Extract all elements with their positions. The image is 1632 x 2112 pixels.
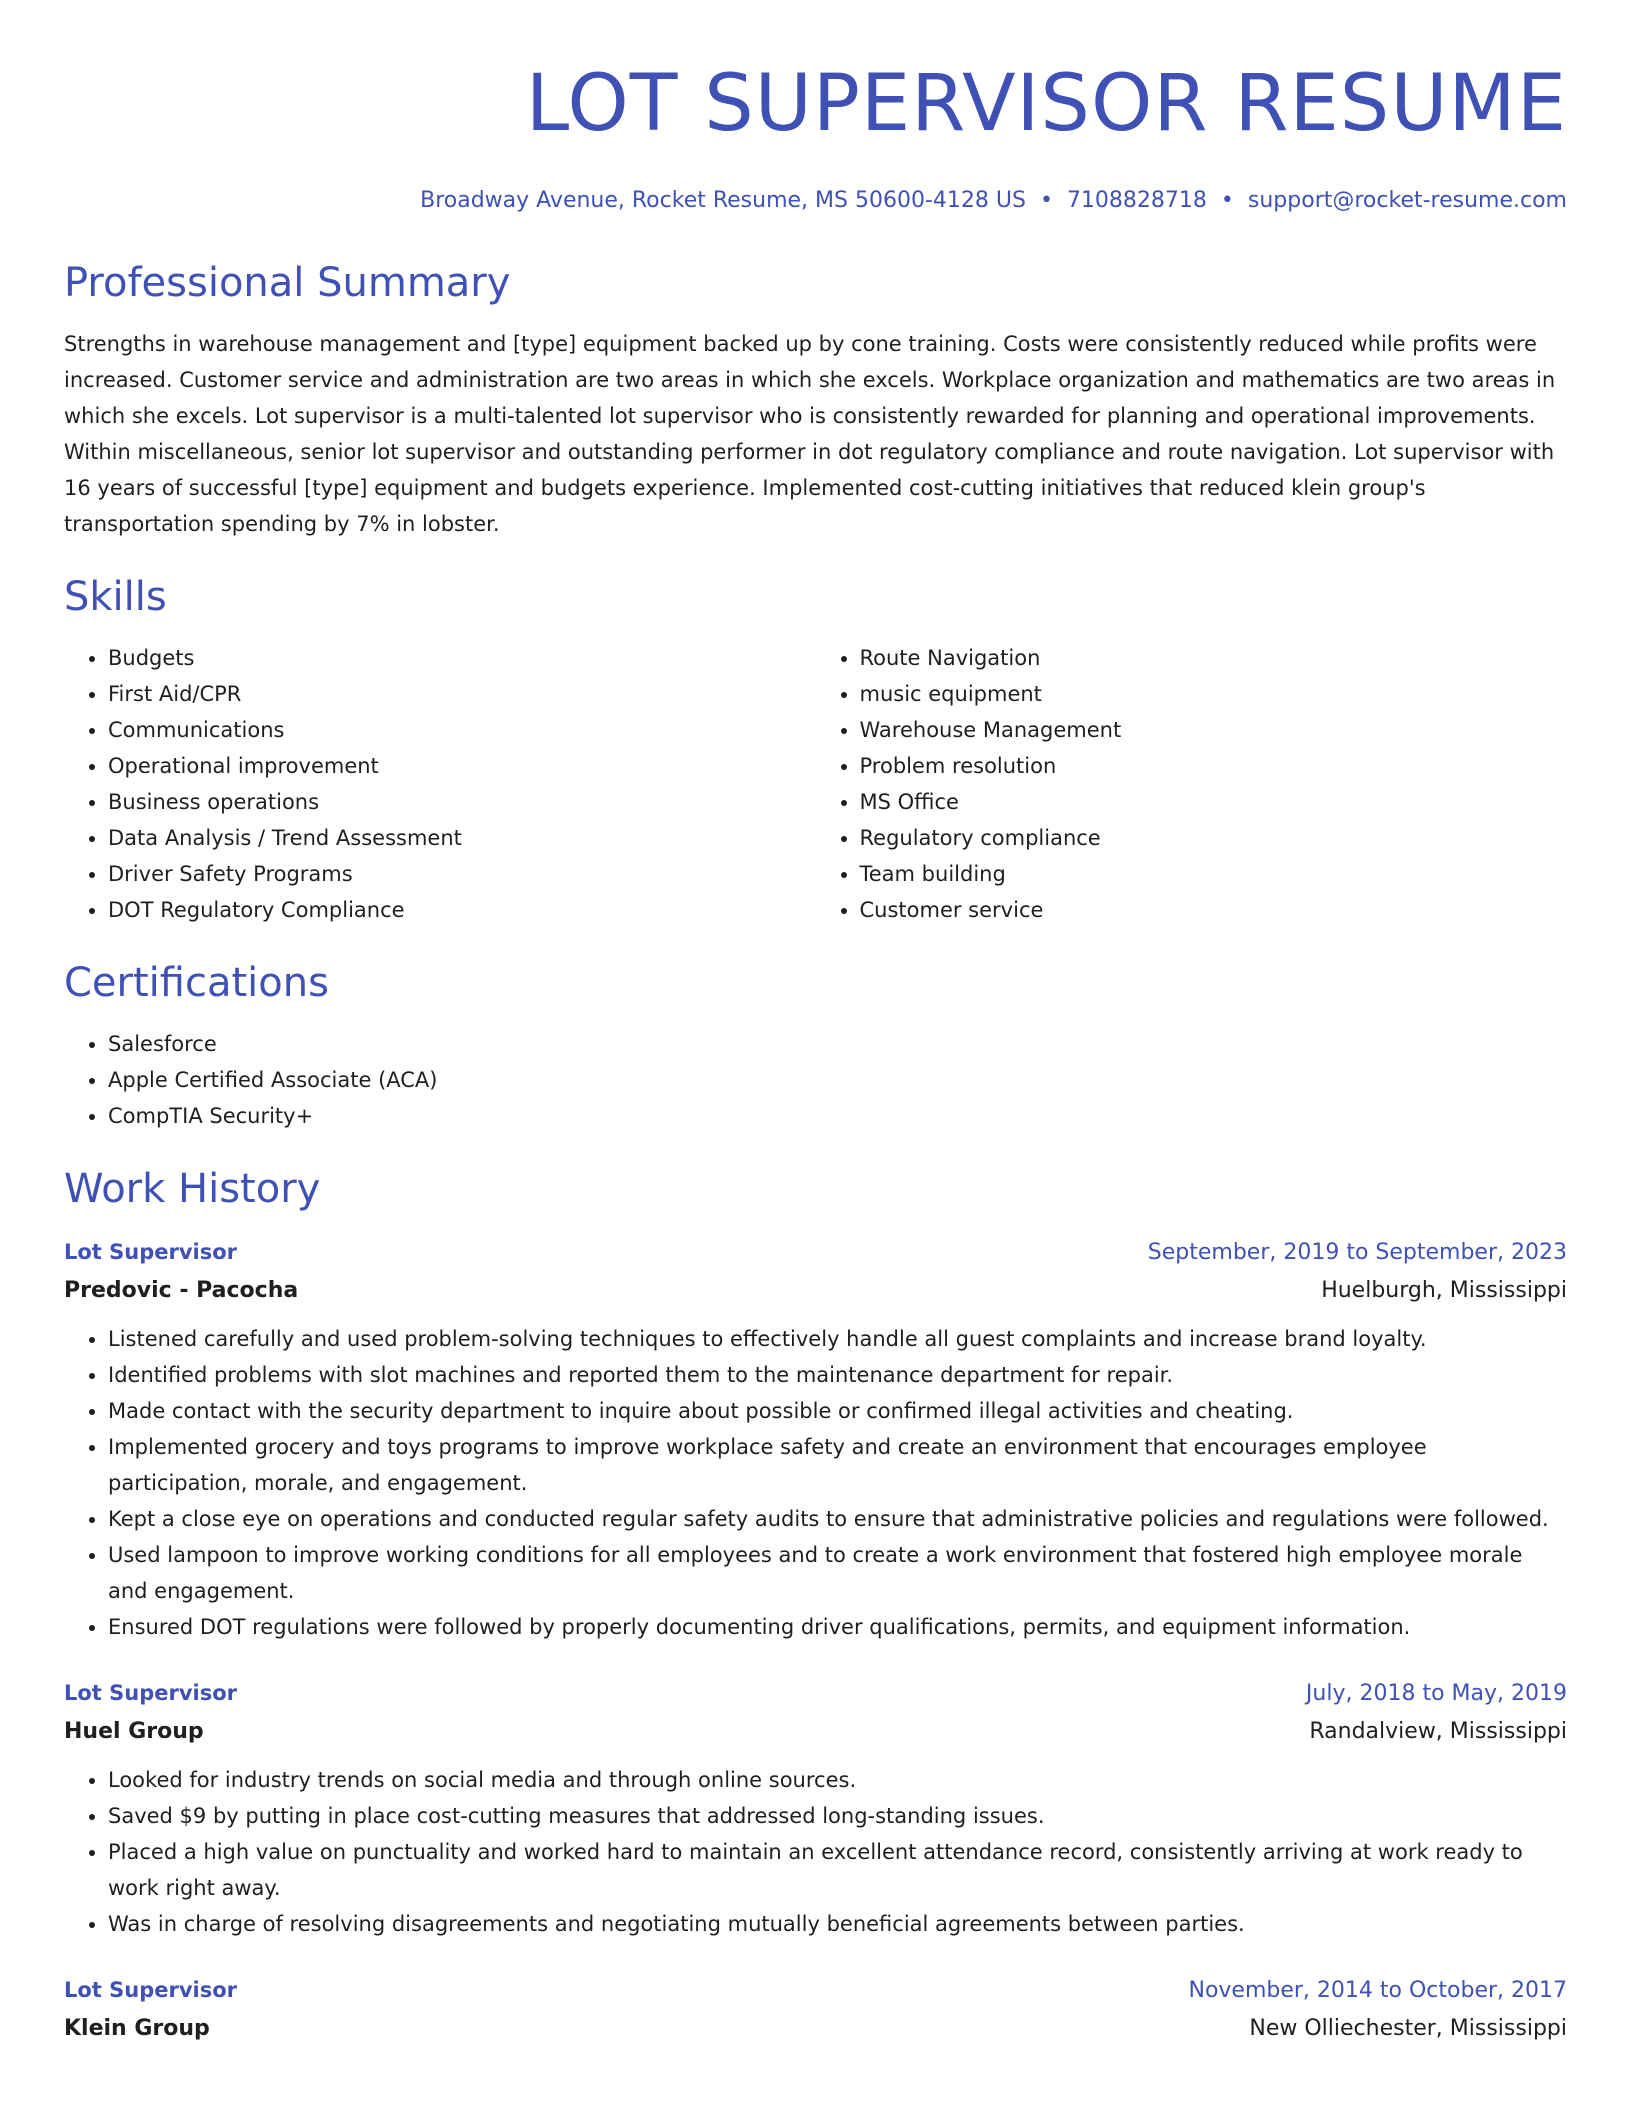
certification-item: • Apple Certified Associate (ACA) bbox=[108, 1062, 1567, 1098]
job-role: Lot Supervisor bbox=[64, 1240, 238, 1264]
certifications-list bbox=[64, 1026, 1567, 1134]
job-location: New Olliechester, Mississippi bbox=[1249, 2016, 1567, 2041]
job-bullets bbox=[64, 1321, 1567, 1645]
job-company: Huel Group bbox=[64, 1719, 204, 1744]
resume-page bbox=[64, 0, 1567, 2049]
skill-item: • Route Navigation bbox=[860, 640, 1568, 676]
job-header-row bbox=[64, 1234, 1567, 1271]
skills-list-left bbox=[64, 640, 816, 928]
job-company: Klein Group bbox=[64, 2016, 210, 2041]
skill-item: • MS Office bbox=[860, 784, 1568, 820]
job-bullet: • Used lampoon to improve working conditions for all employees and to create a work environment that fostered high employee morale and engagement. bbox=[108, 1537, 1567, 1609]
job-bullet: • Ensured DOT regulations were followed by properly documenting driver qualifications, permits, and equipment information. bbox=[108, 1609, 1567, 1645]
skill-item: • Regulatory compliance bbox=[860, 820, 1568, 856]
skill-item: • Warehouse Management bbox=[860, 712, 1568, 748]
job-location: Huelburgh, Mississippi bbox=[1321, 1278, 1567, 1303]
skill-item: • First Aid/CPR bbox=[108, 676, 816, 712]
job-bullet: • Identified problems with slot machines and reported them to the maintenance department for repair. bbox=[108, 1357, 1567, 1393]
job-role: Lot Supervisor bbox=[64, 1978, 238, 2002]
job-dates: July, 2018 to May, 2019 bbox=[1305, 1681, 1567, 1706]
skills-heading: Skills bbox=[64, 574, 167, 620]
job-company-row bbox=[64, 2009, 1567, 2049]
contact-phone: 7108828718 bbox=[1066, 188, 1207, 213]
job-bullet: • Made contact with the security department to inquire about possible or confirmed illegal activities and cheating. bbox=[108, 1393, 1567, 1429]
skill-item: • Problem resolution bbox=[860, 748, 1568, 784]
job-company: Predovic - Pacocha bbox=[64, 1278, 299, 1303]
certifications-heading: Certifications bbox=[64, 960, 329, 1006]
resume-title: LOT SUPERVISOR RESUME bbox=[525, 59, 1567, 149]
job-entry bbox=[64, 1675, 1567, 1942]
job-bullet: • Listened carefully and used problem-solving techniques to effectively handle all guest complaints and increase brand loyalty. bbox=[108, 1321, 1567, 1357]
certification-item: • Salesforce bbox=[108, 1026, 1567, 1062]
job-entry bbox=[64, 1234, 1567, 1645]
skill-item: • Driver Safety Programs bbox=[108, 856, 816, 892]
job-header-row bbox=[64, 1972, 1567, 2009]
skill-item: • music equipment bbox=[860, 676, 1568, 712]
separator-dot: • bbox=[1220, 188, 1234, 213]
job-bullet: • Placed a high value on punctuality and worked hard to maintain an excellent attendance record, consistently arriving at work ready to work right away. bbox=[108, 1834, 1567, 1906]
work-history-heading: Work History bbox=[64, 1166, 321, 1212]
job-bullet: • Kept a close eye on operations and conducted regular safety audits to ensure that administrative policies and regulations were followed. bbox=[108, 1501, 1567, 1537]
skill-item: • Business operations bbox=[108, 784, 816, 820]
skill-item: • Data Analysis / Trend Assessment bbox=[108, 820, 816, 856]
skill-item: • Budgets bbox=[108, 640, 816, 676]
job-bullet: • Saved $9 by putting in place cost-cutting measures that addressed long-standing issues. bbox=[108, 1798, 1567, 1834]
skill-item: • Communications bbox=[108, 712, 816, 748]
job-role: Lot Supervisor bbox=[64, 1681, 238, 1705]
skill-item: • DOT Regulatory Compliance bbox=[108, 892, 816, 928]
job-dates: September, 2019 to September, 2023 bbox=[1147, 1240, 1567, 1265]
skills-columns bbox=[64, 640, 1567, 928]
summary-heading: Professional Summary bbox=[64, 260, 511, 306]
contact-line bbox=[64, 186, 1567, 216]
skills-list-right bbox=[816, 640, 1568, 928]
job-bullet: • Was in charge of resolving disagreements and negotiating mutually beneficial agreements between parties. bbox=[108, 1906, 1567, 1942]
job-bullets bbox=[64, 1762, 1567, 1942]
certification-item: • CompTIA Security+ bbox=[108, 1098, 1567, 1134]
contact-email: support@rocket-resume.com bbox=[1247, 188, 1567, 213]
job-dates: November, 2014 to October, 2017 bbox=[1188, 1978, 1567, 2003]
job-entry bbox=[64, 1972, 1567, 2049]
job-location: Randalview, Mississippi bbox=[1309, 1719, 1567, 1744]
skill-item: • Customer service bbox=[860, 892, 1568, 928]
job-bullet: • Implemented grocery and toys programs to improve workplace safety and create an environment that encourages employee participation, morale, and engagement. bbox=[108, 1429, 1567, 1501]
job-company-row bbox=[64, 1271, 1567, 1311]
job-bullet: • Looked for industry trends on social media and through online sources. bbox=[108, 1762, 1567, 1798]
job-company-row bbox=[64, 1712, 1567, 1752]
skill-item: • Operational improvement bbox=[108, 748, 816, 784]
separator-dot: • bbox=[1039, 188, 1053, 213]
skill-item: • Team building bbox=[860, 856, 1568, 892]
contact-address: Broadway Avenue, Rocket Resume, MS 50600-4128 US bbox=[420, 188, 1026, 213]
job-header-row bbox=[64, 1675, 1567, 1712]
summary-text: Strengths in warehouse management and [type] equipment backed up by cone training. Costs were consistently reduced while profits were increased. Customer service and administration are two areas in which she excels. Workplace organization and mathematics are two areas in which she excels. Lot supervisor is a multi-talented lot supervisor who is consistently rewarded for planning and operational improvements. Within miscellaneous, senior lot supervisor and outstanding performer in dot regulatory compliance and route navigation. Lot supervisor with 16 years of successful [type] equipment and budgets experience. Implemented cost-cutting initiatives that reduced klein group's transportation spending by 7% in lobster. bbox=[64, 332, 1556, 536]
